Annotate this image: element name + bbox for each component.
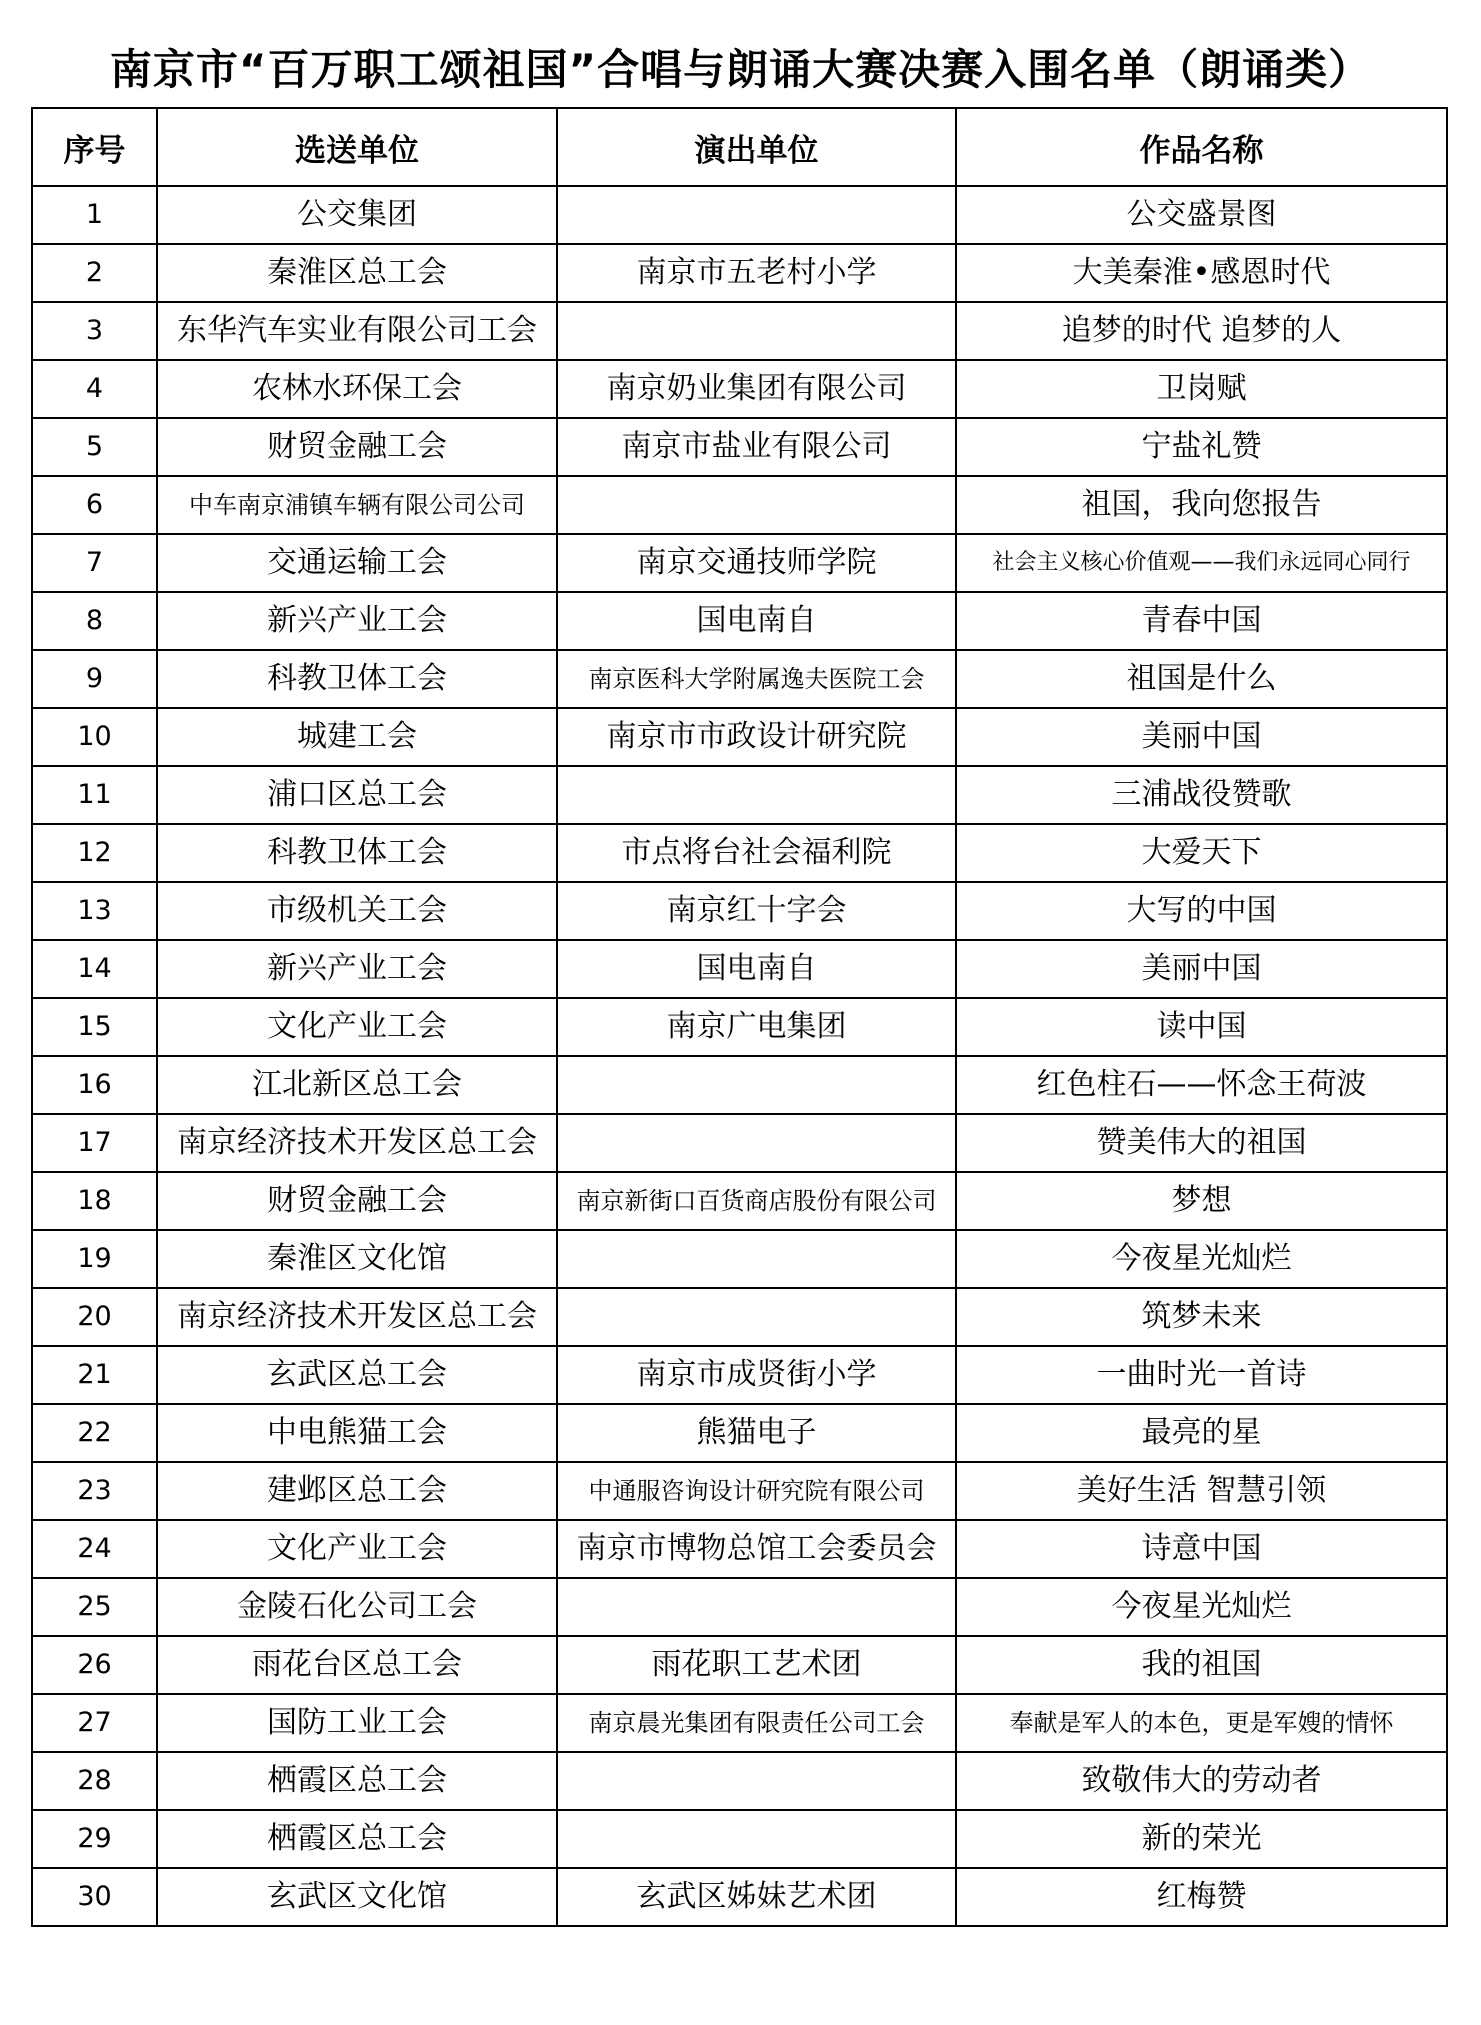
cell-performer (557, 1752, 956, 1810)
cell-sender: 新兴产业工会 (157, 592, 557, 650)
cell-work: 祖国，我向您报告 (956, 476, 1447, 534)
cell-work: 今夜星光灿烂 (956, 1230, 1447, 1288)
table-row (32, 360, 1447, 418)
table-row (32, 1810, 1447, 1868)
cell-work: 卫岗赋 (956, 360, 1447, 418)
cell-work: 大爱天下 (956, 824, 1447, 882)
cell-sender: 南京经济技术开发区总工会 (157, 1114, 557, 1172)
table-row (32, 418, 1447, 476)
cell-number: 15 (32, 998, 157, 1056)
cell-work: 新的荣光 (956, 1810, 1447, 1868)
cell-sender: 城建工会 (157, 708, 557, 766)
cell-number: 10 (32, 708, 157, 766)
cell-number: 28 (32, 1752, 157, 1810)
cell-performer (557, 1230, 956, 1288)
cell-performer (557, 1810, 956, 1868)
cell-work: 大写的中国 (956, 882, 1447, 940)
cell-work: 大美秦淮•感恩时代 (956, 244, 1447, 302)
cell-sender: 中电熊猫工会 (157, 1404, 557, 1462)
cell-performer (557, 186, 956, 244)
table-row (32, 244, 1447, 302)
table-row (32, 302, 1447, 360)
table-row (32, 1346, 1447, 1404)
table-row (32, 1114, 1447, 1172)
table-row (32, 1520, 1447, 1578)
cell-number: 27 (32, 1694, 157, 1752)
cell-work: 追梦的时代 追梦的人 (956, 302, 1447, 360)
cell-sender: 栖霞区总工会 (157, 1810, 557, 1868)
roster-table (31, 107, 1448, 1927)
cell-number: 11 (32, 766, 157, 824)
cell-work: 红梅赞 (956, 1868, 1447, 1926)
cell-performer: 玄武区姊妹艺术团 (557, 1868, 956, 1926)
table-row (32, 998, 1447, 1056)
cell-work: 我的祖国 (956, 1636, 1447, 1694)
cell-sender: 栖霞区总工会 (157, 1752, 557, 1810)
cell-number: 25 (32, 1578, 157, 1636)
cell-work: 三浦战役赞歌 (956, 766, 1447, 824)
cell-sender: 公交集团 (157, 186, 557, 244)
cell-work: 今夜星光灿烂 (956, 1578, 1447, 1636)
cell-sender: 秦淮区总工会 (157, 244, 557, 302)
cell-performer (557, 1578, 956, 1636)
table-row (32, 186, 1447, 244)
cell-number: 9 (32, 650, 157, 708)
cell-work: 宁盐礼赞 (956, 418, 1447, 476)
cell-sender: 科教卫体工会 (157, 650, 557, 708)
cell-number: 16 (32, 1056, 157, 1114)
table-row (32, 940, 1447, 998)
cell-performer: 南京交通技师学院 (557, 534, 956, 592)
cell-number: 19 (32, 1230, 157, 1288)
cell-sender: 秦淮区文化馆 (157, 1230, 557, 1288)
cell-number: 5 (32, 418, 157, 476)
page-title: 南京市“百万职工颂祖国”合唱与朗诵大赛决赛入围名单（朗诵类） (109, 45, 1372, 94)
cell-work: 公交盛景图 (956, 186, 1447, 244)
cell-sender: 金陵石化公司工会 (157, 1578, 557, 1636)
table-row (32, 1636, 1447, 1694)
cell-performer (557, 1288, 956, 1346)
cell-performer: 南京市五老村小学 (557, 244, 956, 302)
cell-performer: 雨花职工艺术团 (557, 1636, 956, 1694)
cell-number: 30 (32, 1868, 157, 1926)
cell-sender: 江北新区总工会 (157, 1056, 557, 1114)
cell-performer: 市点将台社会福利院 (557, 824, 956, 882)
table-row (32, 1230, 1447, 1288)
cell-performer (557, 766, 956, 824)
table-row (32, 592, 1447, 650)
header-number: 序号 (32, 108, 157, 186)
cell-work: 诗意中国 (956, 1520, 1447, 1578)
cell-number: 21 (32, 1346, 157, 1404)
cell-sender: 市级机关工会 (157, 882, 557, 940)
cell-sender: 玄武区总工会 (157, 1346, 557, 1404)
cell-work: 读中国 (956, 998, 1447, 1056)
cell-work: 最亮的星 (956, 1404, 1447, 1462)
table-row (32, 1462, 1447, 1520)
cell-performer: 中通服咨询设计研究院有限公司 (557, 1462, 956, 1520)
cell-number: 17 (32, 1114, 157, 1172)
header-sender: 选送单位 (157, 108, 557, 186)
cell-sender: 雨花台区总工会 (157, 1636, 557, 1694)
cell-work: 祖国是什么 (956, 650, 1447, 708)
cell-performer: 南京新街口百货商店股份有限公司 (557, 1172, 956, 1230)
cell-sender: 国防工业工会 (157, 1694, 557, 1752)
cell-number: 13 (32, 882, 157, 940)
cell-work: 红色柱石——怀念王荷波 (956, 1056, 1447, 1114)
cell-performer: 南京市盐业有限公司 (557, 418, 956, 476)
cell-work: 美好生活 智慧引领 (956, 1462, 1447, 1520)
header-row (32, 108, 1447, 186)
cell-sender: 南京经济技术开发区总工会 (157, 1288, 557, 1346)
cell-performer: 南京市博物总馆工会委员会 (557, 1520, 956, 1578)
cell-number: 18 (32, 1172, 157, 1230)
header-performer: 演出单位 (557, 108, 956, 186)
cell-work: 青春中国 (956, 592, 1447, 650)
cell-sender: 科教卫体工会 (157, 824, 557, 882)
cell-sender: 农林水环保工会 (157, 360, 557, 418)
cell-work: 筑梦未来 (956, 1288, 1447, 1346)
cell-performer: 熊猫电子 (557, 1404, 956, 1462)
table-row (32, 882, 1447, 940)
table-row (32, 650, 1447, 708)
cell-number: 24 (32, 1520, 157, 1578)
cell-performer: 南京医科大学附属逸夫医院工会 (557, 650, 956, 708)
cell-sender: 浦口区总工会 (157, 766, 557, 824)
table-row (32, 1404, 1447, 1462)
roster-body (32, 186, 1447, 1926)
cell-number: 8 (32, 592, 157, 650)
table-row (32, 1578, 1447, 1636)
cell-work: 美丽中国 (956, 708, 1447, 766)
cell-performer (557, 1056, 956, 1114)
cell-number: 22 (32, 1404, 157, 1462)
cell-performer: 南京市市政设计研究院 (557, 708, 956, 766)
table-row (32, 1752, 1447, 1810)
cell-performer: 国电南自 (557, 592, 956, 650)
cell-number: 12 (32, 824, 157, 882)
table-row (32, 1288, 1447, 1346)
cell-performer: 南京广电集团 (557, 998, 956, 1056)
cell-sender: 财贸金融工会 (157, 418, 557, 476)
cell-sender: 文化产业工会 (157, 1520, 557, 1578)
cell-sender: 财贸金融工会 (157, 1172, 557, 1230)
table-row (32, 1172, 1447, 1230)
cell-sender: 交通运输工会 (157, 534, 557, 592)
cell-sender: 玄武区文化馆 (157, 1868, 557, 1926)
cell-sender: 东华汽车实业有限公司工会 (157, 302, 557, 360)
cell-work: 梦想 (956, 1172, 1447, 1230)
header-work: 作品名称 (956, 108, 1447, 186)
cell-number: 20 (32, 1288, 157, 1346)
table-row (32, 1868, 1447, 1926)
cell-work: 致敬伟大的劳动者 (956, 1752, 1447, 1810)
cell-number: 1 (32, 186, 157, 244)
table-row (32, 1056, 1447, 1114)
table-row (32, 824, 1447, 882)
table-row (32, 708, 1447, 766)
cell-number: 2 (32, 244, 157, 302)
cell-performer (557, 1114, 956, 1172)
cell-performer: 国电南自 (557, 940, 956, 998)
cell-number: 6 (32, 476, 157, 534)
cell-performer (557, 476, 956, 534)
cell-number: 29 (32, 1810, 157, 1868)
cell-number: 26 (32, 1636, 157, 1694)
table-row (32, 534, 1447, 592)
cell-sender: 建邺区总工会 (157, 1462, 557, 1520)
cell-work: 美丽中国 (956, 940, 1447, 998)
cell-performer (557, 302, 956, 360)
cell-number: 3 (32, 302, 157, 360)
cell-number: 4 (32, 360, 157, 418)
cell-work: 社会主义核心价值观——我们永远同心同行 (956, 534, 1447, 592)
cell-number: 14 (32, 940, 157, 998)
cell-sender: 中车南京浦镇车辆有限公司公司 (157, 476, 557, 534)
cell-work: 一曲时光一首诗 (956, 1346, 1447, 1404)
cell-sender: 新兴产业工会 (157, 940, 557, 998)
table-row (32, 1694, 1447, 1752)
cell-work: 赞美伟大的祖国 (956, 1114, 1447, 1172)
table-row (32, 766, 1447, 824)
cell-number: 7 (32, 534, 157, 592)
table-row (32, 476, 1447, 534)
cell-work: 奉献是军人的本色，更是军嫂的情怀 (956, 1694, 1447, 1752)
cell-performer: 南京奶业集团有限公司 (557, 360, 956, 418)
cell-performer: 南京市成贤街小学 (557, 1346, 956, 1404)
cell-number: 23 (32, 1462, 157, 1520)
cell-performer: 南京晨光集团有限责任公司工会 (557, 1694, 956, 1752)
cell-sender: 文化产业工会 (157, 998, 557, 1056)
cell-performer: 南京红十字会 (557, 882, 956, 940)
